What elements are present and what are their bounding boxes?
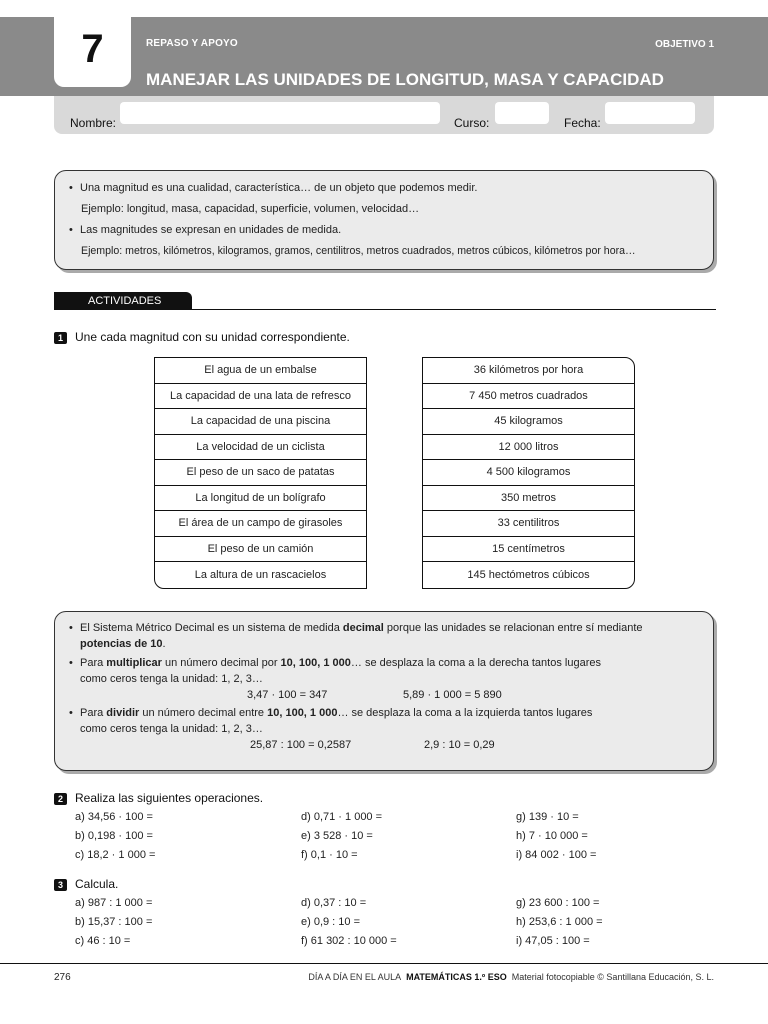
question-text: Realiza las siguientes operaciones. <box>75 791 264 805</box>
question-text: Une cada magnitud con su unidad correspondiente. <box>75 330 350 344</box>
unit-item[interactable]: 45 kilogramos <box>423 409 634 435</box>
info-bullet: • Las magnitudes se expresan en unidades de medida. <box>67 222 701 238</box>
exercise-item: e) 0,9 : 10 = <box>301 916 361 928</box>
exercise-item: c) 46 : 10 = <box>75 935 131 947</box>
unit-item[interactable]: 12 000 litros <box>423 435 634 461</box>
magnitude-item[interactable]: El peso de un saco de patatas <box>155 460 366 486</box>
exercise-item: d) 0,37 : 10 = <box>301 897 367 909</box>
divider <box>54 309 716 310</box>
question-3 <box>54 877 118 891</box>
formula-row <box>67 737 701 755</box>
footer-subject: MATEMÁTICAS 1.º ESO <box>406 972 507 982</box>
formula: 3,47 · 100 = 347 <box>247 689 328 701</box>
magnitude-item[interactable]: La capacidad de una piscina <box>155 409 366 435</box>
exercise-item: g) 139 · 10 = <box>516 811 579 823</box>
exercise-item: a) 34,56 · 100 = <box>75 811 153 823</box>
name-label: Nombre: <box>70 116 117 130</box>
exercise-item: a) 987 : 1 000 = <box>75 897 153 909</box>
magnitude-item[interactable]: La altura de un rascacielos <box>194 568 327 581</box>
footer-divider <box>0 963 768 964</box>
exercise-item: b) 15,37 : 100 = <box>75 916 153 928</box>
question-1 <box>54 330 350 344</box>
exercise-item: h) 7 · 10 000 = <box>516 830 588 842</box>
question-number: 1 <box>54 332 67 344</box>
exercise-item: e) 3 528 · 10 = <box>301 830 373 842</box>
course-label: Curso: <box>454 116 490 130</box>
section-label: REPASO Y APOYO <box>146 38 238 49</box>
course-field[interactable] <box>495 102 549 124</box>
exercise-item: g) 23 600 : 100 = <box>516 897 600 909</box>
magnitude-item[interactable]: La velocidad de un ciclista <box>155 435 366 461</box>
unit-item[interactable]: 36 kilómetros por hora <box>423 358 634 384</box>
info-bullet: • El Sistema Métrico Decimal es un sistema de medida decimal porque las unidades se relacionan entre sí mediante <box>67 620 701 636</box>
unit-number: 7 <box>54 12 131 87</box>
footer-copyright: Material fotocopiable © Santillana Educación, S. L. <box>511 972 714 982</box>
page-title: MANEJAR LAS UNIDADES DE LONGITUD, MASA Y CAPACIDAD <box>146 70 664 89</box>
footer-credits <box>308 972 714 982</box>
unit-list <box>422 357 635 589</box>
info-line: como ceros tenga la unidad: 1, 2, 3… <box>80 673 263 685</box>
exercise-item: f) 61 302 : 10 000 = <box>301 935 397 947</box>
info-example: Ejemplo: longitud, masa, capacidad, superficie, volumen, velocidad… <box>81 203 420 215</box>
info-bullet: • Para dividir un número decimal entre 10, 100, 1 000… se desplaza la coma a la izquierda tantos lugares <box>67 705 701 721</box>
magnitude-item[interactable]: La capacidad de una lata de refresco <box>155 384 366 410</box>
formula: 5,89 · 1 000 = 5 890 <box>403 689 502 701</box>
unit-item[interactable]: 350 metros <box>423 486 634 512</box>
unit-item[interactable]: 7 450 metros cuadrados <box>423 384 634 410</box>
student-form <box>54 96 714 134</box>
magnitude-list <box>154 357 367 589</box>
exercise-item: b) 0,198 · 100 = <box>75 830 153 842</box>
exercise-item: d) 0,71 · 1 000 = <box>301 811 383 823</box>
exercise-item: h) 253,6 : 1 000 = <box>516 916 603 928</box>
info-line: como ceros tenga la unidad: 1, 2, 3… <box>80 723 263 735</box>
objective-label: OBJETIVO 1 <box>655 39 714 50</box>
formula-row <box>67 687 701 705</box>
date-field[interactable] <box>605 102 695 124</box>
magnitude-item[interactable]: La longitud de un bolígrafo <box>155 486 366 512</box>
formula: 25,87 : 100 = 0,2587 <box>250 739 352 751</box>
info-bullet: • Para multiplicar un número decimal por 10, 100, 1 000… se desplaza la coma a la derecha tantos lugares <box>67 655 701 671</box>
question-text: Calcula. <box>75 877 119 891</box>
magnitude-item[interactable]: El área de un campo de girasoles <box>155 511 366 537</box>
unit-item[interactable]: 4 500 kilogramos <box>423 460 634 486</box>
unit-item[interactable]: 33 centilitros <box>423 511 634 537</box>
exercise-item: i) 47,05 : 100 = <box>516 935 590 947</box>
unit-item[interactable]: 15 centímetros <box>423 537 634 563</box>
name-field[interactable] <box>120 102 440 124</box>
info-example: Ejemplo: metros, kilómetros, kilogramos, gramos, centilitros, metros cuadrados, metros cúbicos, kilómetros por hora… <box>81 245 636 257</box>
info-line: potencias de 10. <box>80 638 166 650</box>
question-number: 3 <box>54 879 67 891</box>
exercise-item: f) 0,1 · 10 = <box>301 849 358 861</box>
formula: 2,9 : 10 = 0,29 <box>424 739 495 751</box>
unit-item[interactable]: 145 hectómetros cúbicos <box>467 568 590 581</box>
magnitude-item[interactable]: El peso de un camión <box>155 537 366 563</box>
info-box-decimal-system <box>54 611 714 771</box>
info-box-magnitudes <box>54 170 714 270</box>
magnitude-item[interactable]: El agua de un embalse <box>155 358 366 384</box>
info-bullet: • Una magnitud es una cualidad, característica… de un objeto que podemos medir. <box>67 180 701 196</box>
footer-text: DÍA A DÍA EN EL AULA <box>308 972 402 982</box>
exercise-item: i) 84 002 · 100 = <box>516 849 597 861</box>
date-label: Fecha: <box>564 116 601 130</box>
question-number: 2 <box>54 793 67 805</box>
activities-tab: ACTIVIDADES <box>54 292 192 310</box>
page-number: 276 <box>54 972 71 983</box>
question-2 <box>54 791 263 805</box>
exercise-item: c) 18,2 · 1 000 = <box>75 849 156 861</box>
